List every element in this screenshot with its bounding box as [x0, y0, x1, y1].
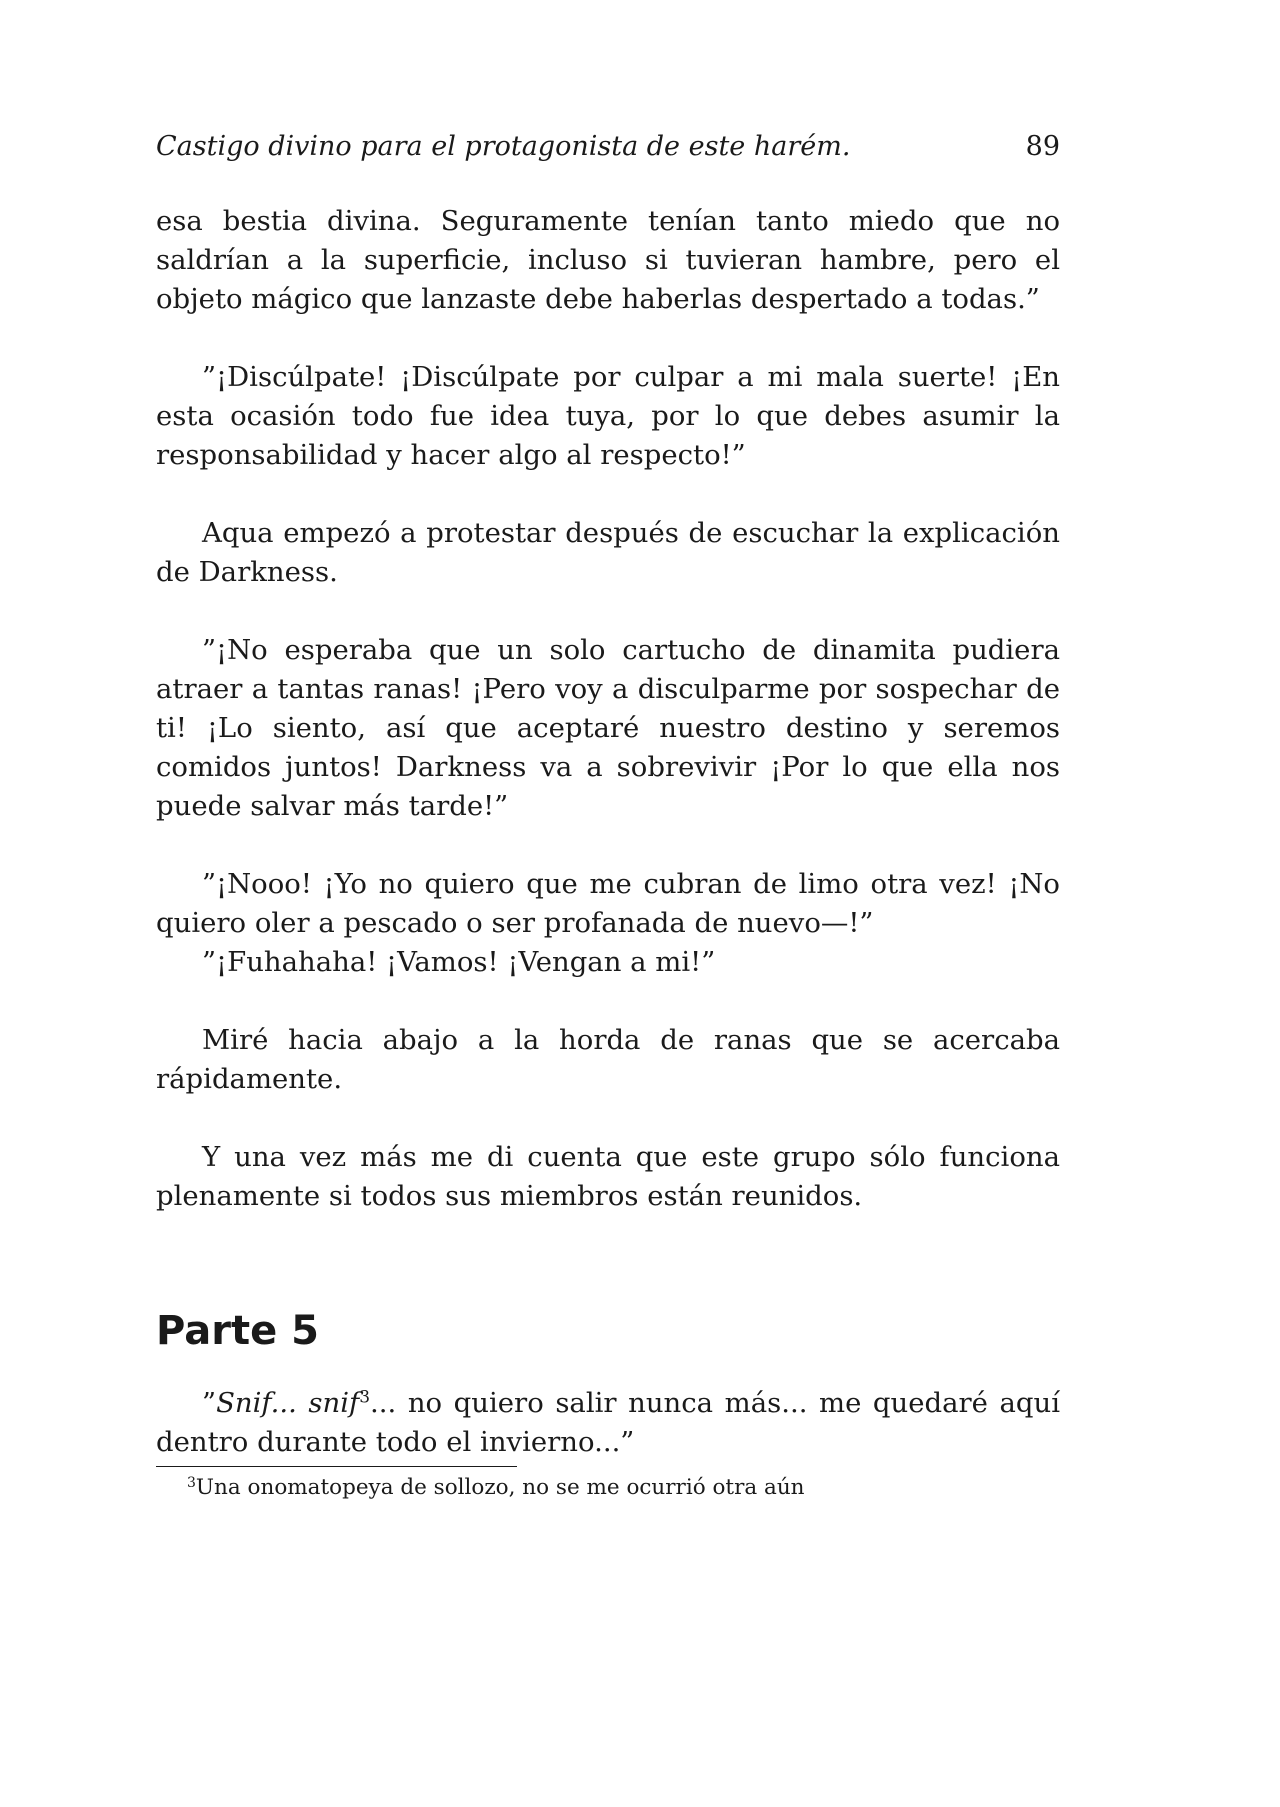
book-title: Castigo divino para el protagonista de este harém. — [156, 131, 851, 162]
paragraph-8: Y una vez más me di cuenta que este grupo sólo funciona plenamente si todos sus miembros están reunidos. — [156, 1141, 1060, 1212]
paragraph-3: Aqua empezó a protestar después de escuchar la explicación de Darkness. — [156, 517, 1060, 588]
footnote — [156, 1473, 1060, 1503]
paragraph-4: ”¡No esperaba que un solo cartucho de dinamita pudiera atraer a tantas ranas! ¡Pero voy a disculparme por sospechar de ti! ¡Lo siento, así que aceptaré nuestro destino y seremos comidos juntos! Darkness va a sobrevivir ¡Por lo que ella nos puede salvar más tarde!” — [156, 634, 1060, 822]
quote-italic: Snif... snif — [216, 1387, 360, 1419]
running-header — [156, 128, 1060, 166]
paragraph-1: esa bestia divina. Seguramente tenían tanto miedo que no saldrían a la superficie, incluso si tuvieran hambre, pero el objeto mágico que lanzaste debe haberlas despertado a todas.” — [156, 205, 1060, 315]
quote-open: ” — [202, 1387, 217, 1419]
paragraph-7: Miré hacia abajo a la horda de ranas que se acercaba rápidamente. — [156, 1024, 1060, 1095]
quote-rest: ... no quiero salir nunca más... me quedaré aquí dentro durante todo el invierno...” — [156, 1387, 1061, 1458]
footnote-text: Una onomatopeya de sollozo, no se me ocurrió otra aún — [195, 1475, 805, 1500]
section-heading: Parte 5 — [156, 1308, 319, 1354]
footnote-divider — [156, 1466, 517, 1467]
paragraph-5: ”¡Nooo! ¡Yo no quiero que me cubran de limo otra vez! ¡No quiero oler a pescado o ser profanada de nuevo—!” — [156, 868, 1060, 939]
paragraph-2: ”¡Discúlpate! ¡Discúlpate por culpar a mi mala suerte! ¡En esta ocasión todo fue idea tuya, por lo que debes asumir la responsabilidad y hacer algo al respecto!” — [156, 361, 1060, 471]
paragraph-6: ”¡Fuhahaha! ¡Vamos! ¡Vengan a mi!” — [202, 946, 716, 978]
page-number: 89 — [1025, 131, 1060, 162]
footnote-number: 3 — [187, 1475, 196, 1491]
book-page — [156, 128, 1060, 1503]
footnote-reference[interactable]: 3 — [359, 1387, 371, 1408]
section-paragraph — [156, 1384, 1060, 1462]
